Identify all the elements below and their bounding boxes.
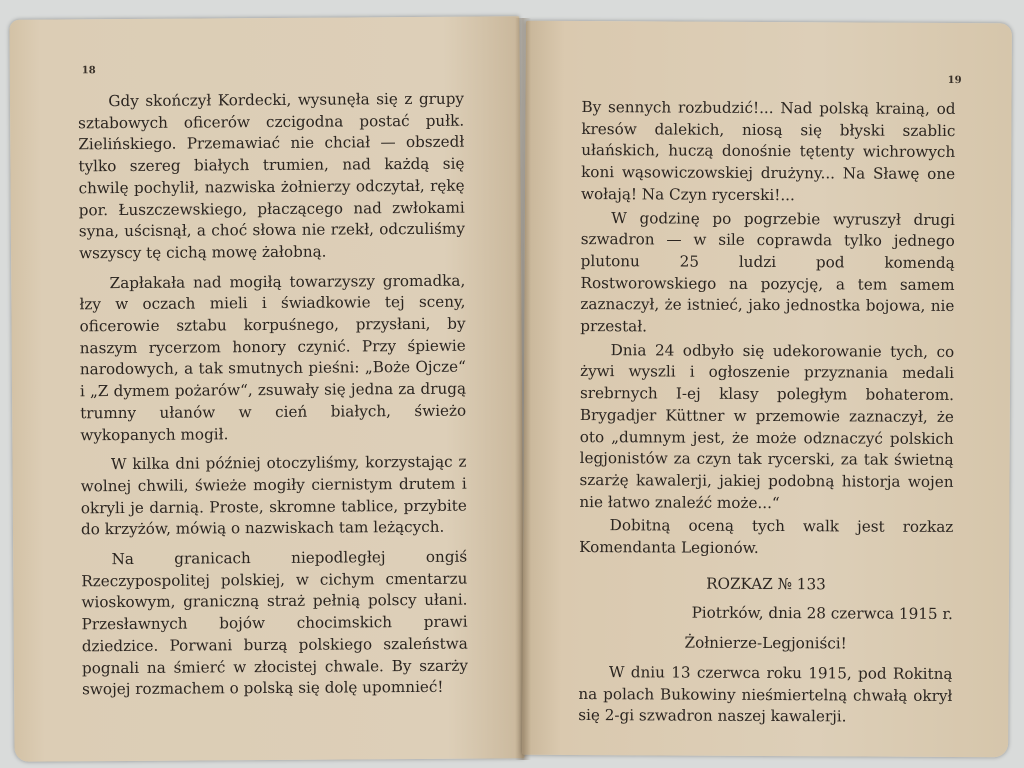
book-gutter	[515, 18, 531, 760]
paragraph: Na granicach niepodległej ongiś Rzeczypospolitej polskiej, w cichym cmentarzu wioskowym, graniczną straż pełnią polscy ułani. Przesławnych bojów chocimskich prawi dziedzice. Porwani burzą polskiego szaleństwa pognali na śmierć w złocistej chwale. By szarży swojej rozmachem o polską się dolę upomnieć!	[81, 547, 468, 699]
paragraph: W godzinę po pogrzebie wyruszył drugi szwadron — w sile coprawda tylko jednego plutonu 25 ludzi pod komendą Rostworowskiego na pozycję, a tem samem zaznaczył, że istnieć, jako jednostka bojowa, nie przestał.	[580, 208, 955, 336]
paragraph: W kilka dni później otoczyliśmy, korzystając z wolnej chwili, świeże mogiły ciernistym drutem i okryli je darnią. Proste, skromne tablice, przybite do krzyżów, mówią o nazwiskach tam leżących.	[80, 452, 467, 539]
left-page	[9, 16, 524, 762]
paragraph: Dnia 24 odbyło się udekorowanie tych, co żywi wyszli i ogłoszenie przyznania medali srebrnych I-ej klasy poległym bohaterom. Brygadjer Küttner w przemowie zaznaczył, że oto „dumnym jest, że może odznaczyć polskich legjonistów za czyn tak rycerski, za tak świetną szarżę kawalerji, jakiej podobną historja wojen nie łatwo znaleźć może...“	[579, 340, 955, 512]
text-column	[78, 89, 468, 702]
right-page	[522, 21, 1012, 758]
paragraph: Gdy skończył Kordecki, wysunęła się z grupy sztabowych oficerów czcigodna postać pułk. Zielińskiego. Przemawiać nie chciał — obszedł tylko szereg białych trumien, nad każdą się chwilę pochylił, nazwiska żołnierzy odczytał, rękę por. Łuszczewskiego, płaczącego nad zwłokami syna, uścisnął, a choć słowa nie rzekł, odczuliśmy wszyscy tę cichą mowę żałobną.	[78, 89, 465, 263]
order-paragraph: W dniu 13 czerwca roku 1915, pod Rokitną na polach Bukowiny nieśmiertelną chwałą okrył się 2-gi szwadron naszej kawalerji.	[578, 663, 953, 726]
text-column	[578, 97, 955, 729]
paragraph: Zapłakała nad mogiłą towarzyszy gromadka, łzy w oczach mieli i świadkowie tej sceny, oficerowie sztabu korpuśnego, przysłani, by naszym rycerzom honory czynić. Przy śpiewie narodowych, a tak smutnych pieśni: „Boże Ojcze“ i „Z dymem pożarów“, zsuwały się jedna za drugą trumny ułanów w cień białych, świeżo wykopanych mogił.	[79, 271, 467, 444]
salutation: Żołnierze-Legjoniści!	[684, 633, 847, 653]
paragraph: Dobitną oceną tych walk jest rozkaz Komendanta Legionów.	[579, 516, 954, 558]
paragraph: By sennych rozbudzić!... Nad polską krainą, od kresów dalekich, niosą się błyski szablic ułańskich, huczą donośnie tętenty wichrowych koni wąsowiczowskiej drużyny... Na Sławę one wołają! Na Czyn rycerski!...	[580, 98, 956, 204]
place-date: Piotrków, dnia 28 czerwca 1915 r.	[691, 604, 953, 624]
page-number: 18	[81, 65, 96, 77]
order-title: ROZKAZ № 133	[706, 574, 826, 594]
page-number: 19	[947, 74, 962, 87]
